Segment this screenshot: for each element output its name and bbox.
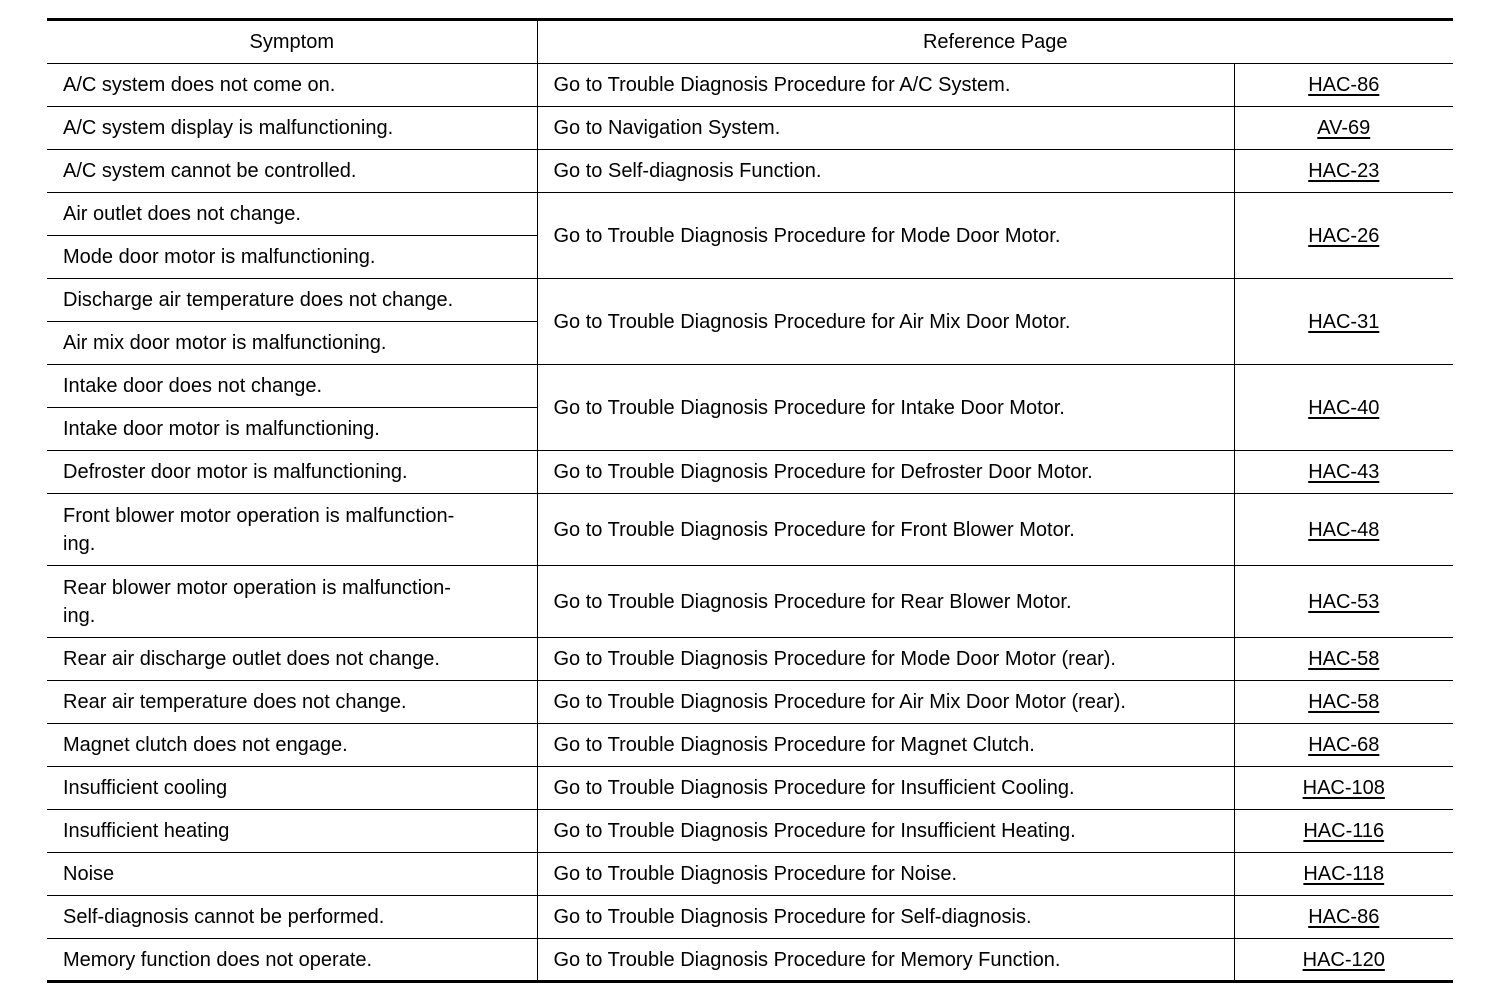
page-cell xyxy=(1234,107,1453,150)
page-cell xyxy=(1234,451,1453,494)
page-reference-link[interactable]: HAC-40 xyxy=(1308,396,1380,419)
symptom-text: Insufficient cooling xyxy=(63,777,228,799)
table-body xyxy=(47,64,1453,982)
symptom-text: Mode door motor is malfunctioning. xyxy=(63,246,376,268)
table-row xyxy=(47,638,1453,681)
symptom-cell xyxy=(47,494,537,566)
page-cell xyxy=(1234,939,1453,982)
reference-cell: Go to Trouble Diagnosis Procedure for Intake Door Motor. xyxy=(537,365,1234,451)
page-reference-link[interactable]: HAC-53 xyxy=(1308,590,1380,613)
symptom-text: A/C system display is malfunctioning. xyxy=(63,117,394,139)
table-row xyxy=(47,939,1453,982)
page-cell xyxy=(1234,724,1453,767)
symptom-text: Air mix door motor is malfunctioning. xyxy=(63,332,387,354)
symptom-text: Magnet clutch does not engage. xyxy=(63,734,348,756)
page-cell xyxy=(1234,193,1453,279)
page-cell xyxy=(1234,681,1453,724)
table-row xyxy=(47,767,1453,810)
page-reference-link[interactable]: HAC-48 xyxy=(1308,518,1380,541)
reference-cell: Go to Trouble Diagnosis Procedure for Insufficient Cooling. xyxy=(537,767,1234,810)
page-cell xyxy=(1234,566,1453,638)
symptom-cell xyxy=(47,767,537,810)
symptom-cell xyxy=(47,365,537,408)
symptom-text: Self-diagnosis cannot be performed. xyxy=(63,906,385,928)
symptom-cell xyxy=(47,681,537,724)
symptom-cell xyxy=(47,939,537,982)
table-row xyxy=(47,681,1453,724)
reference-cell: Go to Trouble Diagnosis Procedure for Magnet Clutch. xyxy=(537,724,1234,767)
page-cell xyxy=(1234,896,1453,939)
symptom-table-container xyxy=(47,18,1453,983)
symptom-text: ing. xyxy=(63,604,96,627)
page-cell xyxy=(1234,853,1453,896)
symptom-text: Rear air discharge outlet does not change. xyxy=(63,648,440,670)
reference-cell: Go to Trouble Diagnosis Procedure for Air Mix Door Motor. xyxy=(537,279,1234,365)
table-row xyxy=(47,896,1453,939)
reference-cell: Go to Trouble Diagnosis Procedure for Mode Door Motor (rear). xyxy=(537,638,1234,681)
reference-cell: Go to Trouble Diagnosis Procedure for Memory Function. xyxy=(537,939,1234,982)
symptom-text: Air outlet does not change. xyxy=(63,203,301,225)
reference-cell: Go to Trouble Diagnosis Procedure for Insufficient Heating. xyxy=(537,810,1234,853)
symptom-text: ing. xyxy=(63,532,96,555)
symptom-text: Insufficient heating xyxy=(63,820,230,842)
page-reference-link[interactable]: HAC-68 xyxy=(1308,734,1380,756)
table-row xyxy=(47,566,1453,638)
reference-cell: Go to Trouble Diagnosis Procedure for Air Mix Door Motor (rear). xyxy=(537,681,1234,724)
symptom-text: Front blower motor operation is malfunction- xyxy=(63,504,455,527)
symptom-cell xyxy=(47,193,537,236)
table-row xyxy=(47,150,1453,193)
page-reference-link[interactable]: HAC-118 xyxy=(1303,863,1385,885)
table-row xyxy=(47,279,1453,322)
symptom-cell xyxy=(47,810,537,853)
page-cell xyxy=(1234,365,1453,451)
reference-cell: Go to Trouble Diagnosis Procedure for Mode Door Motor. xyxy=(537,193,1234,279)
symptom-text: Noise xyxy=(63,863,115,885)
symptom-text: Defroster door motor is malfunctioning. xyxy=(63,461,408,483)
page-reference-link[interactable]: HAC-58 xyxy=(1308,691,1380,713)
reference-cell: Go to Self-diagnosis Function. xyxy=(537,150,1234,193)
table-row xyxy=(47,494,1453,566)
symptom-text: Intake door does not change. xyxy=(63,375,323,397)
symptom-text: A/C system cannot be controlled. xyxy=(63,160,357,182)
table-row xyxy=(47,451,1453,494)
reference-page-column-header: Reference Page xyxy=(537,20,1453,64)
page-reference-link[interactable]: HAC-31 xyxy=(1308,310,1380,333)
reference-cell: Go to Trouble Diagnosis Procedure for Defroster Door Motor. xyxy=(537,451,1234,494)
symptom-table xyxy=(47,18,1453,983)
symptom-cell xyxy=(47,566,537,638)
page-cell xyxy=(1234,767,1453,810)
page-reference-link[interactable]: HAC-120 xyxy=(1302,948,1385,971)
page-reference-link[interactable]: HAC-43 xyxy=(1308,461,1380,483)
symptom-cell xyxy=(47,408,537,451)
page-reference-link[interactable]: HAC-108 xyxy=(1302,777,1385,799)
symptom-cell xyxy=(47,322,537,365)
symptom-cell xyxy=(47,279,537,322)
page-reference-link[interactable]: AV-69 xyxy=(1317,117,1371,139)
symptom-cell xyxy=(47,724,537,767)
symptom-text: Rear blower motor operation is malfunction- xyxy=(63,576,451,599)
symptom-cell xyxy=(47,896,537,939)
reference-cell: Go to Navigation System. xyxy=(537,107,1234,150)
table-row xyxy=(47,193,1453,236)
table-row xyxy=(47,365,1453,408)
page-reference-link[interactable]: HAC-86 xyxy=(1308,74,1380,96)
symptom-cell xyxy=(47,853,537,896)
table-row xyxy=(47,810,1453,853)
page-cell xyxy=(1234,150,1453,193)
symptom-text: Discharge air temperature does not change. xyxy=(63,289,454,311)
table-row xyxy=(47,64,1453,107)
reference-cell: Go to Trouble Diagnosis Procedure for Noise. xyxy=(537,853,1234,896)
table-row xyxy=(47,853,1453,896)
symptom-text: Rear air temperature does not change. xyxy=(63,691,407,713)
table-header-row xyxy=(47,20,1453,64)
symptom-text: A/C system does not come on. xyxy=(63,74,336,96)
reference-cell: Go to Trouble Diagnosis Procedure for Self-diagnosis. xyxy=(537,896,1234,939)
symptom-cell xyxy=(47,150,537,193)
symptom-text: Memory function does not operate. xyxy=(63,948,373,971)
page-reference-link[interactable]: HAC-86 xyxy=(1308,906,1380,928)
reference-cell: Go to Trouble Diagnosis Procedure for Front Blower Motor. xyxy=(537,494,1234,566)
table-row xyxy=(47,107,1453,150)
page-reference-link[interactable]: HAC-116 xyxy=(1303,820,1385,842)
page-cell xyxy=(1234,64,1453,107)
symptom-column-header: Symptom xyxy=(47,20,537,64)
page-cell xyxy=(1234,638,1453,681)
symptom-cell xyxy=(47,236,537,279)
symptom-cell xyxy=(47,638,537,681)
symptom-cell xyxy=(47,451,537,494)
page-reference-link[interactable]: HAC-23 xyxy=(1308,160,1380,182)
reference-cell: Go to Trouble Diagnosis Procedure for A/C System. xyxy=(537,64,1234,107)
symptom-text: Intake door motor is malfunctioning. xyxy=(63,418,380,440)
table-row xyxy=(47,724,1453,767)
page-cell xyxy=(1234,810,1453,853)
page-reference-link[interactable]: HAC-58 xyxy=(1308,648,1380,670)
reference-cell: Go to Trouble Diagnosis Procedure for Rear Blower Motor. xyxy=(537,566,1234,638)
symptom-cell xyxy=(47,64,537,107)
page-cell xyxy=(1234,279,1453,365)
page-cell xyxy=(1234,494,1453,566)
symptom-cell xyxy=(47,107,537,150)
page-reference-link[interactable]: HAC-26 xyxy=(1308,224,1380,247)
